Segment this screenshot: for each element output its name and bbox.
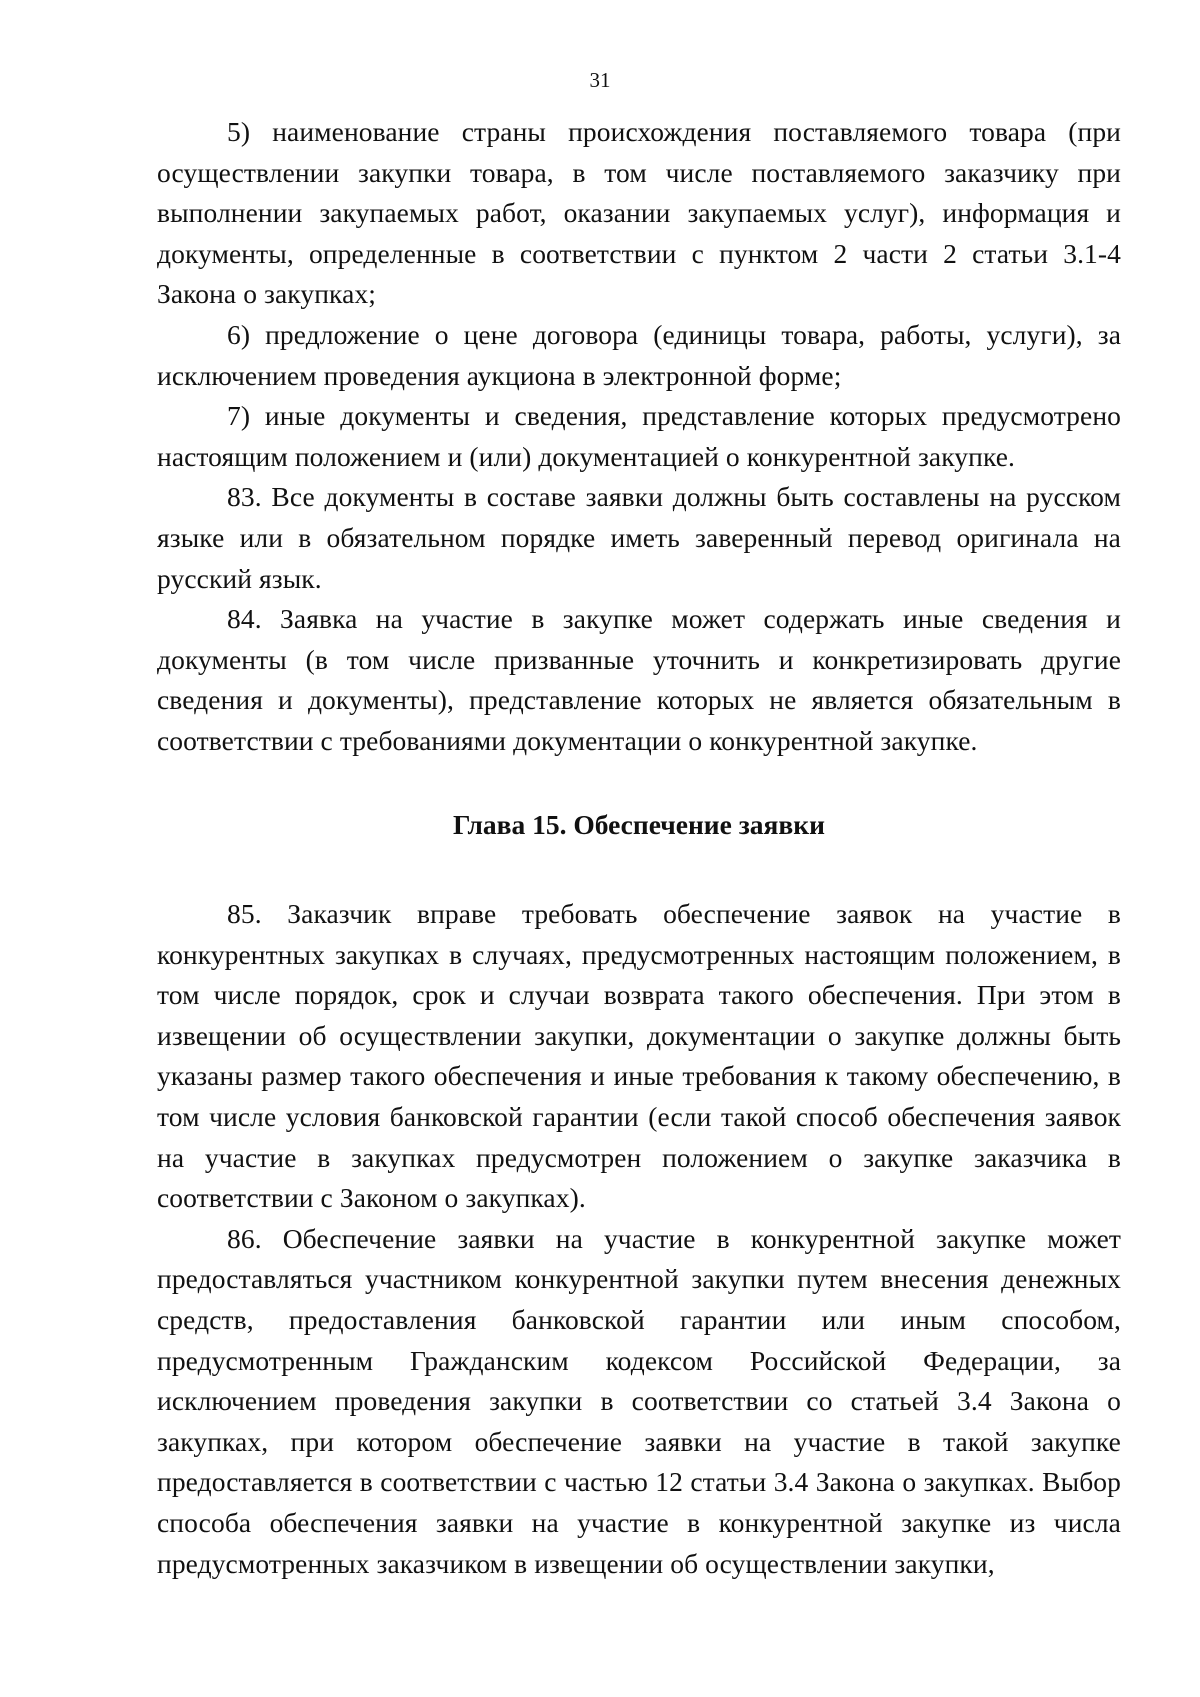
paragraph-item-5: 5) наименование страны происхождения поставляемого товара (при осуществлении закупки товара, в том числе поставляемого заказчику при выполнении закупаемых работ, оказании закупаемых услуг), информация и документы, определенные в соответствии с пунктом 2 части 2 статьи 3.1-4 Закона о закупках; — [157, 116, 1121, 310]
document-body — [157, 112, 1121, 1584]
paragraph-85: 85. Заказчик вправе требовать обеспечение заявок на участие в конкурентных закупках в случаях, предусмотренных настоящим положением, в том числе порядок, срок и случаи возврата такого обеспечения. При этом в извещении об осуществлении закупки, документации о закупке должны быть указаны размер такого обеспечения и иные требования к такому обеспечению, в том числе условия банковской гарантии (если такой способ обеспечения заявок на участие в закупках предусмотрен положением о закупке заказчика в соответствии с Законом о закупках). — [157, 898, 1121, 1214]
paragraph-item-7: 7) иные документы и сведения, представление которых предусмотрено настоящим положением и (или) документацией о конкурентной закупке. — [157, 400, 1121, 472]
paragraph-83: 83. Все документы в составе заявки должны быть составлены на русском языке или в обязательном порядке иметь заверенный перевод оригинала на русский язык. — [157, 481, 1121, 594]
paragraph-86: 86. Обеспечение заявки на участие в конкурентной закупке может предоставляться участником конкурентной закупки путем внесения денежных средств, предоставления банковской гарантии или иным способом, предусмотренным Гражданским кодексом Российской Федерации, за исключением проведения закупки в соответствии со статьей 3.4 Закона о закупках, при котором обеспечение заявки на участие в такой закупке предоставляется в соответствии с частью 12 статьи 3.4 Закона о закупках. Выбор способа обеспечения заявки на участие в конкурентной закупке из числа предусмотренных заказчиком в извещении об осуществлении закупки, — [157, 1222, 1121, 1579]
paragraph-item-6: 6) предложение о цене договора (единицы товара, работы, услуги), за исключением проведения аукциона в электронной форме; — [157, 318, 1121, 391]
page-number: 31 — [589, 68, 611, 92]
chapter-heading: Глава 15. Обеспечение заявки — [453, 808, 825, 840]
paragraph-84: 84. Заявка на участие в закупке может содержать иные сведения и документы (в том числе призванные уточнить и конкретизировать другие сведения и документы), представление которых не является обязательным в соответствии с требованиями документации о конкурентной закупке. — [157, 603, 1121, 756]
